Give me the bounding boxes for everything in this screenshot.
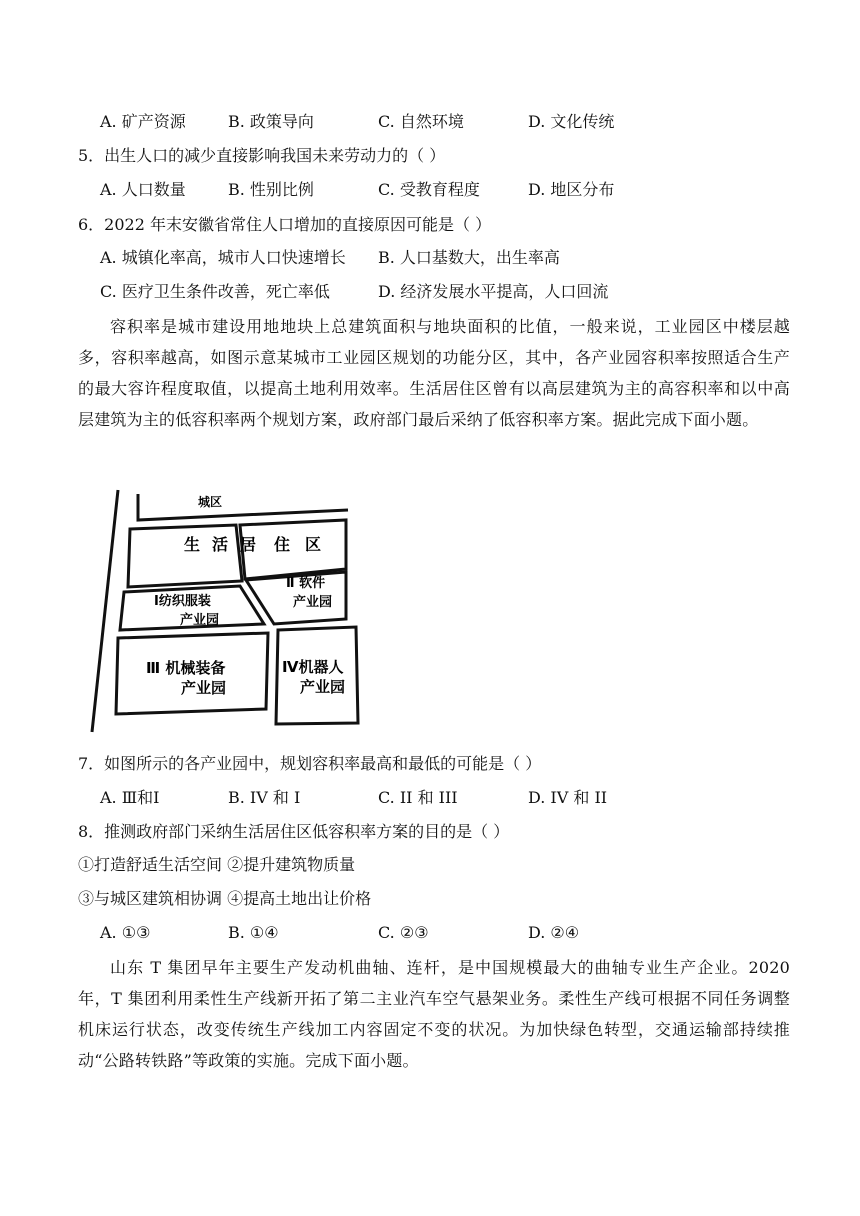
q8-option-a[interactable]: A. ①③ [100, 923, 151, 942]
q6-stem: 6．2022 年末安徽省常住人口增加的直接原因可能是（ ） [78, 215, 492, 234]
q4-option-b[interactable]: B. 政策导向 [228, 112, 314, 131]
q7-option-d[interactable]: D. IV 和 II [528, 788, 608, 807]
q5-option-b[interactable]: B. 性别比例 [228, 180, 314, 199]
q6-option-a[interactable]: A. 城镇化率高，城市人口快速增长 [100, 248, 346, 267]
q8-statements-row1: ①打造舒适生活空间 ②提升建筑物质量 [78, 855, 356, 874]
passage-t-group: 山东 T 集团早年主要生产发动机曲轴、连杆，是中国规模最大的曲轴专业生产企业。2020 年，T 集团利用柔性生产线新开拓了第二主业汽车空气悬架业务。柔性生产线可根据不同任务调整机床运行状态，改变传统生产线加工内容固定不变的状况。为加快绿色转型，交通运输部持续推动“公路转铁路”等政策的实施。完成下面小题。 [78, 958, 790, 1070]
q6-option-c[interactable]: C. 医疗卫生条件改善，死亡率低 [100, 282, 330, 301]
industrial-park-map [80, 484, 370, 736]
q8-option-d[interactable]: D. ②④ [528, 923, 580, 942]
map-label-software-2: 产业园 [293, 595, 333, 610]
q4-option-d[interactable]: D. 文化传统 [528, 112, 615, 131]
q8-stem: 8．推测政府部门采纳生活居住区低容积率方案的目的是（ ） [78, 822, 510, 841]
map-label-robot-2: 产业园 [300, 678, 346, 696]
map-label-textile-1: Ⅰ纺织服装 [154, 594, 211, 609]
map-label-residential-3: 居 [240, 535, 257, 554]
map-label-machinery-1: Ⅲ 机械装备 [146, 659, 226, 677]
q7-option-c[interactable]: C. II 和 III [378, 788, 458, 807]
q6-option-b[interactable]: B. 人口基数大，出生率高 [378, 248, 560, 267]
passage-floor-area-ratio: 容积率是城市建设用地地块上总建筑面积与地块面积的比值，一般来说，工业园区中楼层越多，容积率越高，如图示意某城市工业园区规划的功能分区，其中，各产业园容积率按照适合生产的最大容许程度取值，以提高土地利用效率。生活居住区曾有以高层建筑为主的高容积率和以中高层建筑为主的低容积率两个规划方案，政府部门最后采纳了低容积率方案。据此完成下面小题。 [78, 317, 790, 429]
q4-option-a[interactable]: A. 矿产资源 [100, 112, 186, 131]
q5-option-c[interactable]: C. 受教育程度 [378, 180, 480, 199]
q6-option-d[interactable]: D. 经济发展水平提高，人口回流 [378, 282, 609, 301]
map-label-residential-2: 活 [212, 535, 229, 554]
map-label-residential-5: 区 [305, 535, 322, 554]
q7-option-a[interactable]: A. Ⅲ和Ⅰ [100, 788, 160, 807]
q7-stem: 7．如图所示的各产业园中，规划容积率最高和最低的可能是（ ） [78, 754, 542, 773]
q5-option-a[interactable]: A. 人口数量 [100, 180, 186, 199]
q5-option-d[interactable]: D. 地区分布 [528, 180, 615, 199]
map-label-residential-4: 住 [274, 535, 291, 554]
q8-option-c[interactable]: C. ②③ [378, 923, 429, 942]
map-label-software-1: Ⅱ 软件 [286, 576, 326, 591]
map-label-textile-2: 产业园 [180, 613, 220, 628]
q4-option-c[interactable]: C. 自然环境 [378, 112, 464, 131]
map-label-residential-1: 生 [184, 535, 201, 554]
q7-option-b[interactable]: B. IV 和 I [228, 788, 301, 807]
q5-stem: 5．出生人口的减少直接影响我国未来劳动力的（ ） [78, 146, 446, 165]
q8-statements-row2: ③与城区建筑相协调 ④提高土地出让价格 [78, 889, 372, 908]
q8-option-b[interactable]: B. ①④ [228, 923, 279, 942]
map-label-city: 城区 [198, 495, 223, 509]
map-label-machinery-2: 产业园 [181, 679, 227, 697]
map-label-robot-1: Ⅳ机器人 [282, 658, 344, 676]
